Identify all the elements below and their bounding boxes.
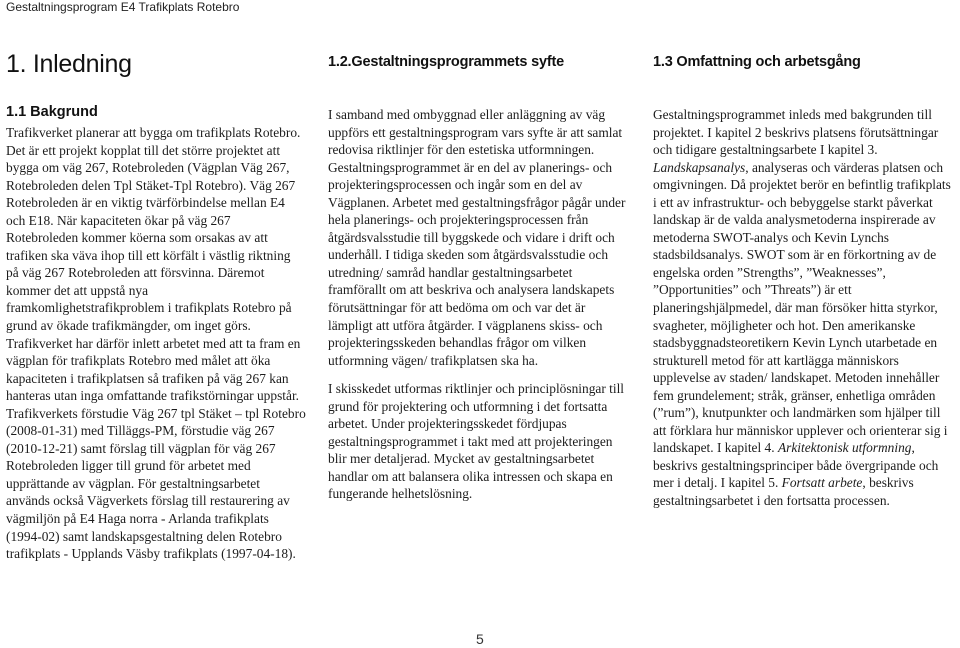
omfattning-text-b: , analyseras och värderas platsen och omgivningen. Då projektet berör en befintlig trafikplats i ett av infrastruktur- och bebyggelse starkt påverkat landskap är de valda analysmetoderna inspirerade av metoderna SWOT-analys och Kevin Lynchs stadsbildsanalys. SWOT som är en förkortning av de engelska orden ”Strengths”, ”Weaknesses”, ”Opportunities” och ”Threats”) är ett planeringshjälpmedel, där man försöker hitta styrkor, svagheter, möjligheter och hot. Den amerikanske stadsbyggnadsteoretikern Kevin Lynch utarbetade en strukturell metod för att kartlägga människors upplevelse av staden/ landskapet. Metoden innehåller fem grundelement; stråk, gränser, enhetliga områden (”rum”), knutpunkter och landmärken som hjälper till att förklara hur människor upplever och orienterar sig i landskapet. I kapitel 4. <box>653 159 951 456</box>
syfte-paragraph-1: I samband med ombyggnad eller anläggning av väg uppförs ett gestaltningsprogram vars syfte är att samlat redovisa riktlinjer för den estetiska utformningen. Gestaltningsprogrammet är en del av planerings- och projekteringsprocessen och ingår som en del av Vägplanen. Arbetet med gestaltningsfrågor pågår under hela planerings- och projekteringsprocessen från åtgärdsvalsstudie till byggskede och vidare i drift och underhåll. I tidiga skeden som åtgärdsvalsstudie och utredning/ samråd handlar gestaltningsarbetet framförallt om att beskriva och analysera landskapets förutsättningar för att bedöma om och var det är lämpligt att utföra åtgärder. I vägplanens skiss- och projekteringsskeden behandlas frågor om vilken utformning vägen/ trafikplatsen ska ha. <box>328 107 626 368</box>
section-heading-omfattning: 1.3 Omfattning och arbetsgång <box>653 54 861 70</box>
omfattning-paragraph <box>653 106 953 510</box>
omfattning-italic-fortsatt: Fortsatt arbete <box>781 475 863 491</box>
omfattning-body <box>653 106 953 510</box>
chapter-heading: 1. Inledning <box>6 50 132 78</box>
omfattning-italic-landskapsanalys: Landskapsanalys <box>653 159 746 175</box>
omfattning-text-c: , beskrivs gestaltningsprinciper både övergripande och mer i detalj. I kapitel 5. <box>653 440 939 491</box>
page-number: 5 <box>476 631 484 647</box>
omfattning-text-a: Gestaltningsprogrammet inleds med bakgrunden till projektet. I kapitel 2 beskrivs platsens förutsättningar och tidigare gestaltningsarbete I kapitel 3. <box>653 107 939 158</box>
syfte-body <box>328 106 632 503</box>
bakgrund-body <box>6 124 306 563</box>
omfattning-text-d: , beskrivs gestaltningsarbetet i den fortsatta processen. <box>653 475 914 509</box>
bakgrund-paragraph: Trafikverket planerar att bygga om trafikplats Rotebro. Det är ett projekt kopplat till det större projektet att bygga om väg 267, Rotebroleden (Vägplan Väg 267, Rotebroleden delen Tpl Stäket-Tpl Rotebro). Väg 267 Rotebroleden är en viktig tvärförbindelse mellan E4 och E18. När kapaciteten ökar på väg 267 Rotebroleden kommer köerna som orsakas av att trafiken ska väva ihop till ett körfält i västlig riktning på väg 267 Rotebroleden att försvinna. Däremot kommer det att uppstå nya framkomlighetstrafikproblem i trafikplats Rotebro på grund av ökade trafikmängder, om inget görs. Trafikverket har därför inlett arbetet med att ta fram en vägplan för trafikplats Rotebro med målet att öka kapaciteten i trafikplatsen så trafiken på väg 267 kan hanteras utan inga omfattande trafikstörningar uppstår. Trafikverkets förstudie Väg 267 tpl Stäket – tpl Rotebro (2008-01-31) med Tilläggs-PM, förstudie väg 267 (2010-12-21) samt förslag till vägplan för väg 267 Rotebroleden ligger till grund för arbetet med upprättande av vägplan. För gestaltningsarbetet används också Vägverkets förslag till restaurering av vägmiljön på E4 Haga norra - Arlanda trafikplats (1994-02) samt landskapsgestaltning delen Rotebro trafikplats - Upplands Väsby trafikplats (1997-04-18). <box>6 125 306 562</box>
omfattning-italic-arkitektonisk: Arkitektonisk utformning <box>777 440 912 456</box>
section-heading-syfte: 1.2.Gestaltningsprogrammets syfte <box>328 54 564 70</box>
syfte-paragraph-2: I skisskedet utformas riktlinjer och principlösningar till grund för projektering och utformning i det fortsatta arbetet. Under projekteringsskedet fördjupas gestaltningsprogrammet i takt med att projekteringen blir mer detaljerad. Mycket av gestaltningsarbetet handlar om att balansera olika intressen och skapa en fungerande helhetslösning. <box>328 381 625 502</box>
running-header: Gestaltningsprogram E4 Trafikplats Rotebro <box>6 0 240 14</box>
section-heading-bakgrund: 1.1 Bakgrund <box>6 104 98 120</box>
